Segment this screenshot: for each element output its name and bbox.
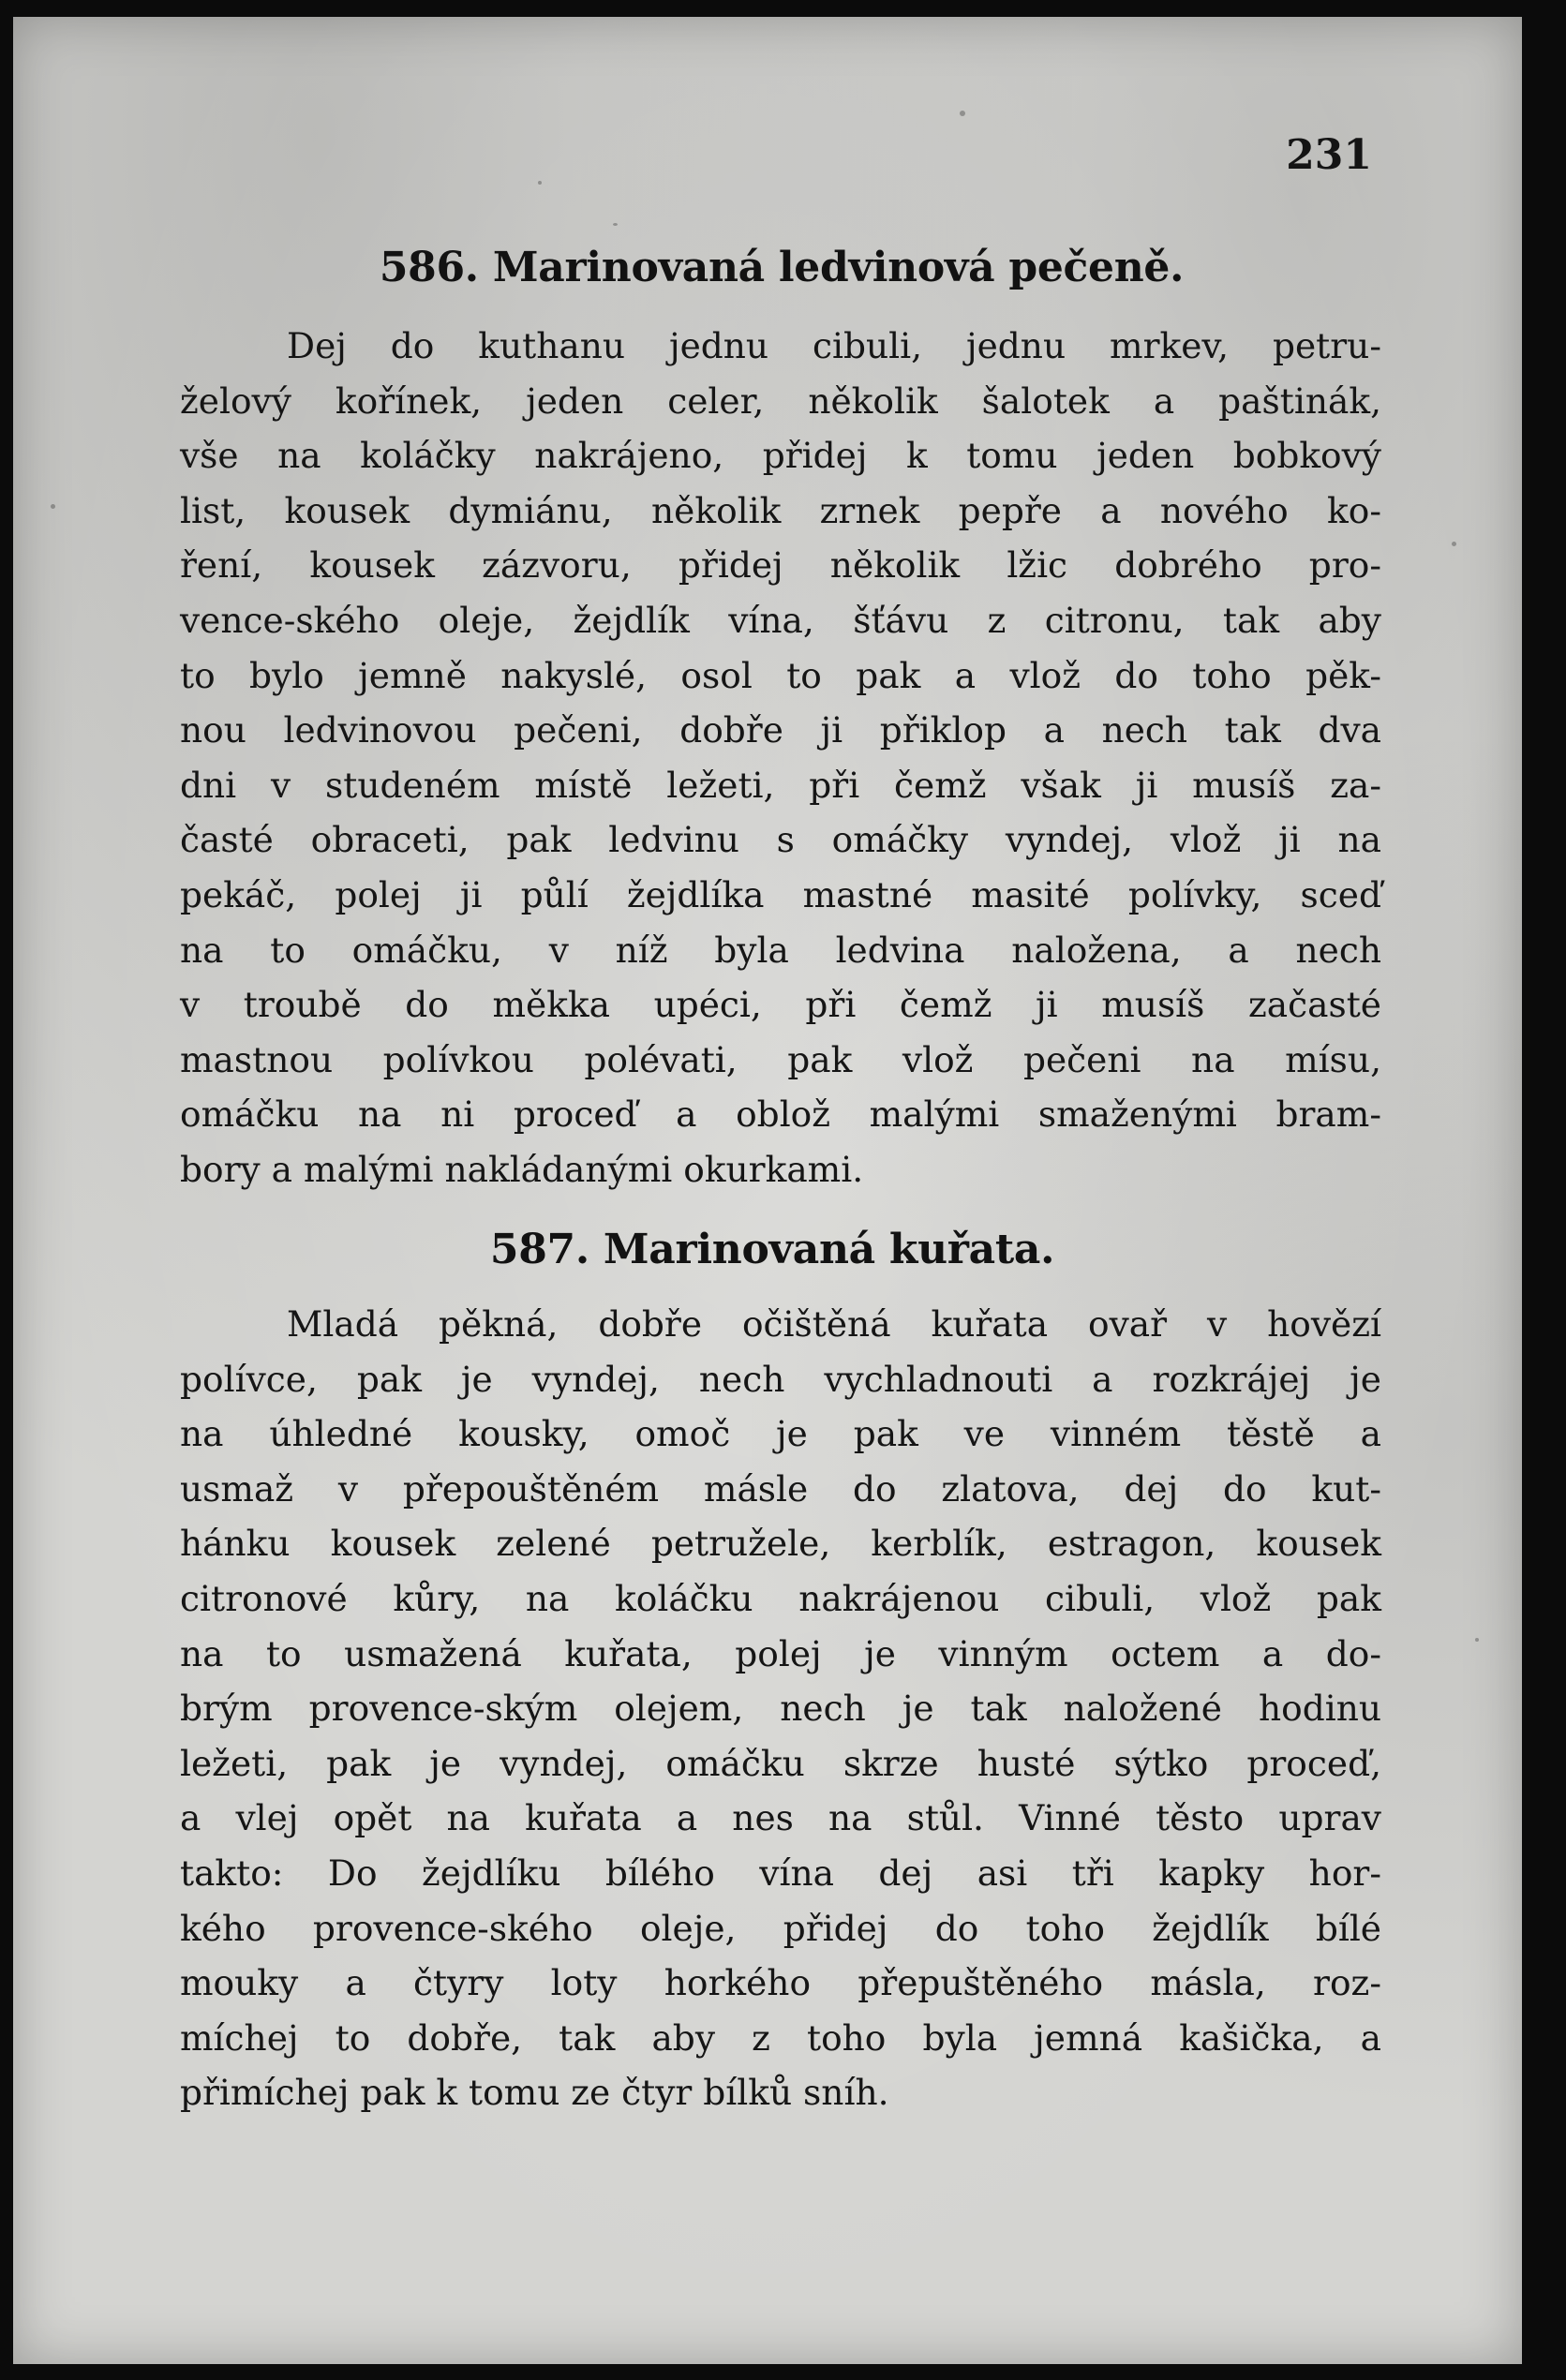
text-line: nou ledvinovou pečeni, dobře ji přiklop a nech tak dva	[180, 709, 1381, 751]
recipe-heading-587: 587. Marinovaná kuřata.	[489, 1226, 1055, 1273]
text-line: na úhledné kousky, omoč je pak ve vinném těstě a	[180, 1413, 1381, 1455]
paper-speck	[960, 111, 965, 116]
text-line: to bylo jemně nakyslé, osol to pak a vlož do toho pěk-	[180, 654, 1381, 696]
book-page	[13, 17, 1522, 2364]
text-line: vše na koláčky nakrájeno, přidej k tomu jeden bobkový	[180, 435, 1381, 477]
text-line: list, kousek dymiánu, několik zrnek pepře a nového ko-	[180, 489, 1381, 531]
text-line: dni v studeném místě ležeti, při čemž však ji musíš za-	[180, 764, 1381, 806]
text-line: na to usmažená kuřata, polej je vinným octem a do-	[180, 1632, 1381, 1674]
paper-speck	[51, 504, 55, 509]
text-line: pekáč, polej ji půlí žejdlíka mastné masité polívky, sceď	[180, 873, 1381, 915]
recipe-text-587	[180, 1297, 1381, 2120]
text-line: polívce, pak je vyndej, nech vychladnouti a rozkrájej je	[180, 1358, 1381, 1400]
recipe-text-586	[180, 319, 1381, 1197]
text-line: Dej do kuthanu jednu cibuli, jednu mrkev, petru-	[287, 325, 1381, 366]
text-line: na to omáčku, v níž byla ledvina naložena, a nech	[180, 929, 1381, 971]
paper-speck	[1475, 1638, 1479, 1642]
paper-speck	[538, 181, 542, 185]
text-line: kého provence-ského oleje, přidej do toho žejdlík bílé	[180, 1907, 1381, 1949]
text-line: takto: Do žejdlíku bílého vína dej asi tři kapky hor-	[180, 1852, 1381, 1894]
text-line: omáčku na ni proceď a oblož malými smaženými bram-	[180, 1093, 1381, 1136]
paper-speck	[1452, 542, 1456, 546]
text-line: ření, kousek zázvoru, přidej několik lžic dobrého pro-	[180, 544, 1381, 587]
text-line: mouky a čtyry loty horkého přepuštěného másla, roz-	[180, 1962, 1381, 2004]
text-line: časté obraceti, pak ledvinu s omáčky vyndej, vlož ji na	[180, 819, 1381, 861]
text-line: hánku kousek zelené petružele, kerblík, estragon, kousek	[180, 1523, 1381, 1565]
text-line: a vlej opět na kuřata a nes na stůl. Vinné těsto uprav	[180, 1797, 1381, 1839]
text-line: želový kořínek, jeden celer, několik šalotek a paštinák,	[180, 379, 1381, 422]
text-line: míchej to dobře, tak aby z toho byla jemná kašička, a	[180, 2016, 1381, 2059]
text-line: přimíchej pak k tomu ze čtyr bílků sníh.	[180, 2072, 889, 2114]
paper-speck	[613, 223, 618, 226]
text-line: brým provence-ským olejem, nech je tak naložené hodinu	[180, 1688, 1381, 1730]
text-line: vence-ského oleje, žejdlík vína, šťávu z citronu, tak aby	[180, 599, 1381, 641]
text-line: mastnou polívkou polévati, pak vlož pečeni na mísu,	[180, 1038, 1381, 1080]
text-line: usmaž v přepouštěném másle do zlatova, dej do kut-	[180, 1467, 1381, 1510]
page-number: 231	[1286, 131, 1372, 179]
text-line: bory a malými nakládanými okurkami.	[180, 1148, 864, 1190]
text-line: v troubě do měkka upéci, při čemž ji musíš začasté	[180, 984, 1381, 1026]
text-line: ležeti, pak je vyndej, omáčku skrze husté sýtko proceď,	[180, 1742, 1381, 1784]
text-line: citronové kůry, na koláčku nakrájenou cibuli, vlož pak	[180, 1577, 1381, 1619]
recipe-heading-586: 586. Marinovaná ledvinová pečeně.	[379, 244, 1185, 291]
text-line: Mladá pěkná, dobře očištěná kuřata ovař v hovězí	[287, 1303, 1381, 1345]
